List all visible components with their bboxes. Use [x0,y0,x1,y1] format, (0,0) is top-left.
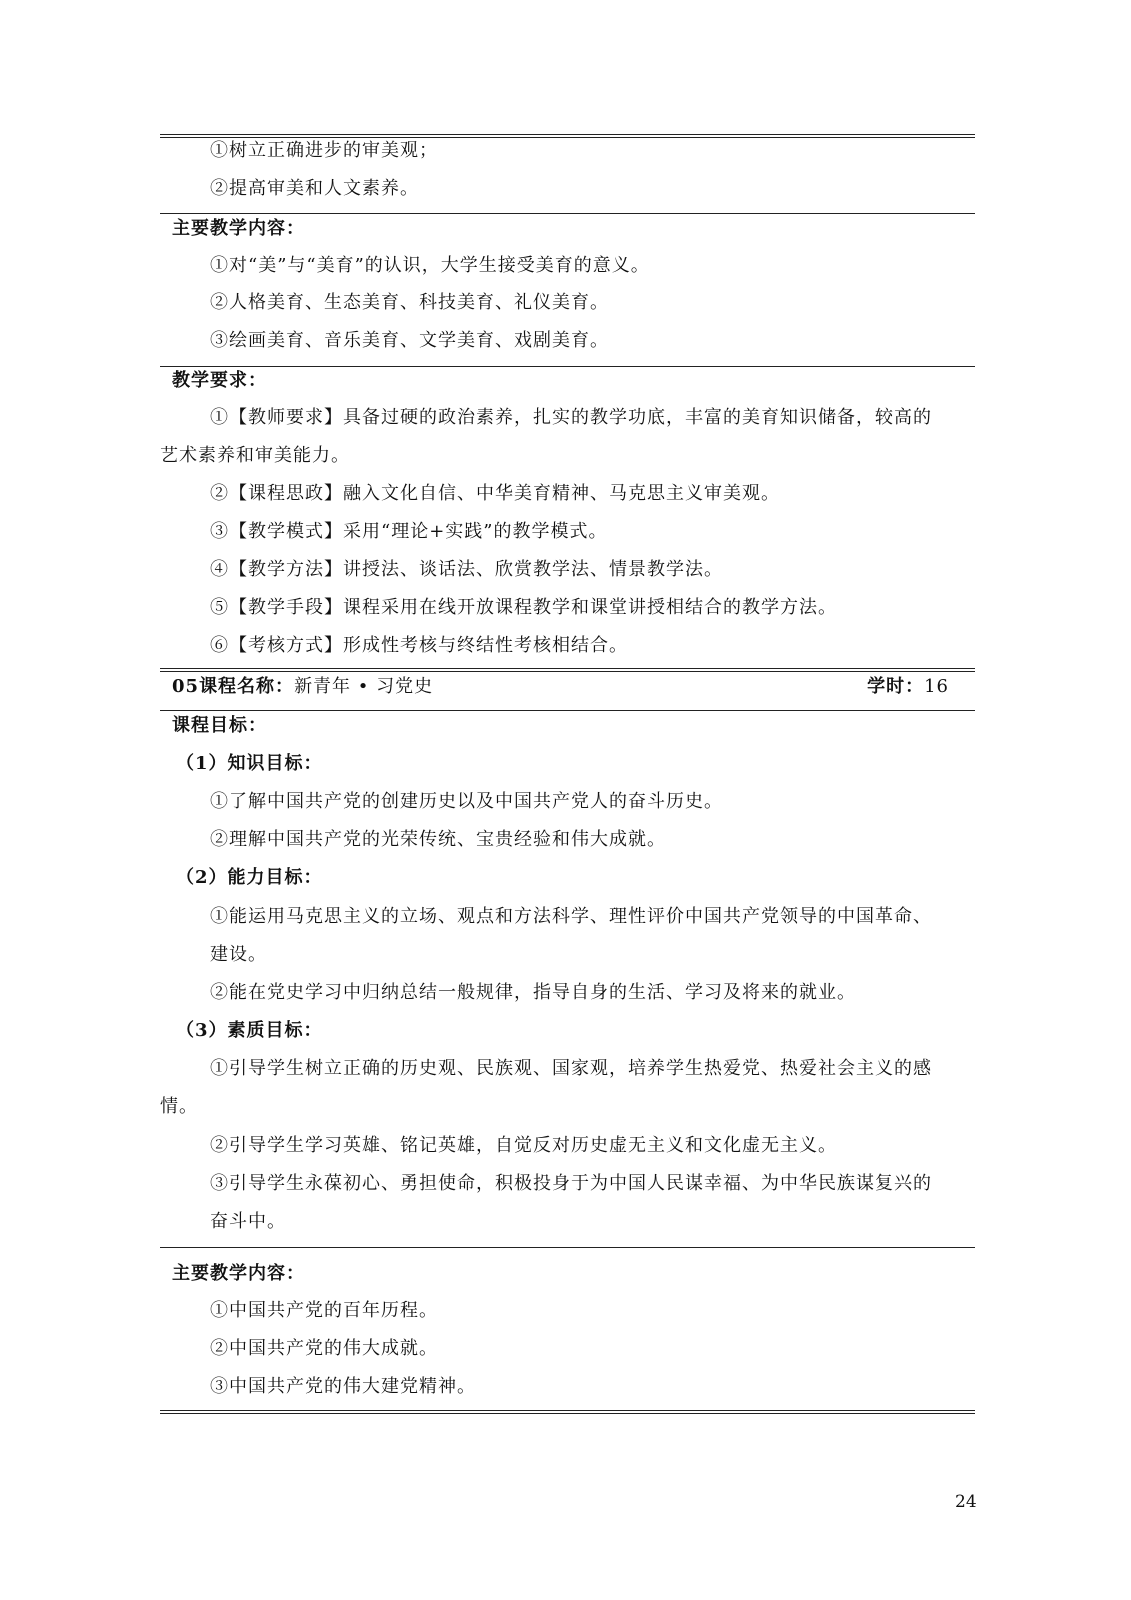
subheading-knowledge: （1）知识目标： [176,753,323,774]
content-item: ①对“美”与“美育”的认识，大学生接受美育的意义。 [210,255,650,276]
goal-item-continued: 建设。 [210,944,267,965]
requirement-item: ④【教学方法】讲授法、谈话法、欣赏教学法、情景教学法。 [210,559,723,580]
row-divider [160,213,975,214]
goal-item: ②能在党史学习中归纳总结一般规律，指导自身的生活、学习及将来的就业。 [210,982,856,1003]
goal-item: ①了解中国共产党的创建历史以及中国共产党人的奋斗历史。 [210,791,723,812]
content-item: ①中国共产党的百年历程。 [210,1300,438,1321]
course-name: 新青年 • 习党史 [294,676,434,697]
goal-item: ②理解中国共产党的光荣传统、宝贵经验和伟大成就。 [210,829,666,850]
goal-line: ②提高审美和人文素养。 [210,178,419,199]
course-header-border [160,668,975,672]
section-heading-goals: 课程目标： [172,715,267,736]
content-item: ②人格美育、生态美育、科技美育、礼仪美育。 [210,292,609,313]
goal-item-continued: 奋斗中。 [210,1211,286,1232]
goal-item: ①能运用马克思主义的立场、观点和方法科学、理性评价中国共产党领导的中国革命、 [210,906,932,927]
section-heading-requirements: 教学要求： [172,370,267,391]
course-hours-label: 学时： [867,676,925,697]
goal-line: ①树立正确进步的审美观； [210,140,438,161]
row-divider [160,1247,975,1248]
row-divider [160,710,975,711]
requirement-item: ⑤【教学手段】课程采用在线开放课程教学和课堂讲授相结合的教学方法。 [210,597,837,618]
table-bottom-border [160,1410,975,1414]
section-heading-content: 主要教学内容： [172,218,305,239]
course-name-label: 课程名称： [199,676,295,697]
goal-item: ③引导学生永葆初心、勇担使命，积极投身于为中国人民谋幸福、为中华民族谋复兴的 [210,1173,932,1194]
requirement-item-continued: 艺术素养和审美能力。 [160,445,350,466]
course-header-row [160,675,975,699]
requirement-item: ③【教学模式】采用“理论+实践”的教学模式。 [210,521,608,542]
subheading-ability: （2）能力目标： [176,867,323,888]
course-number: 05 [172,676,200,697]
goal-item: ①引导学生树立正确的历史观、民族观、国家观，培养学生热爱党、热爱社会主义的感 [210,1058,932,1079]
course-hours-value: 16 [924,676,949,697]
content-item: ③绘画美育、音乐美育、文学美育、戏剧美育。 [210,330,609,351]
goal-item: ②引导学生学习英雄、铭记英雄，自觉反对历史虚无主义和文化虚无主义。 [210,1135,837,1156]
section-heading-content: 主要教学内容： [172,1263,305,1284]
content-item: ②中国共产党的伟大成就。 [210,1338,438,1359]
subheading-quality: （3）素质目标： [176,1020,323,1041]
requirement-item: ②【课程思政】融入文化自信、中华美育精神、马克思主义审美观。 [210,483,780,504]
page-number: 24 [955,1492,977,1512]
course-title [172,675,433,699]
requirement-item: ⑥【考核方式】形成性考核与终结性考核相结合。 [210,635,628,656]
table-top-border [160,134,975,138]
requirement-item: ①【教师要求】具备过硬的政治素养，扎实的教学功底，丰富的美育知识储备，较高的 [210,407,932,428]
row-divider [160,366,975,367]
course-hours [867,675,949,699]
goal-item-continued: 情。 [160,1096,198,1117]
content-item: ③中国共产党的伟大建党精神。 [210,1376,476,1397]
